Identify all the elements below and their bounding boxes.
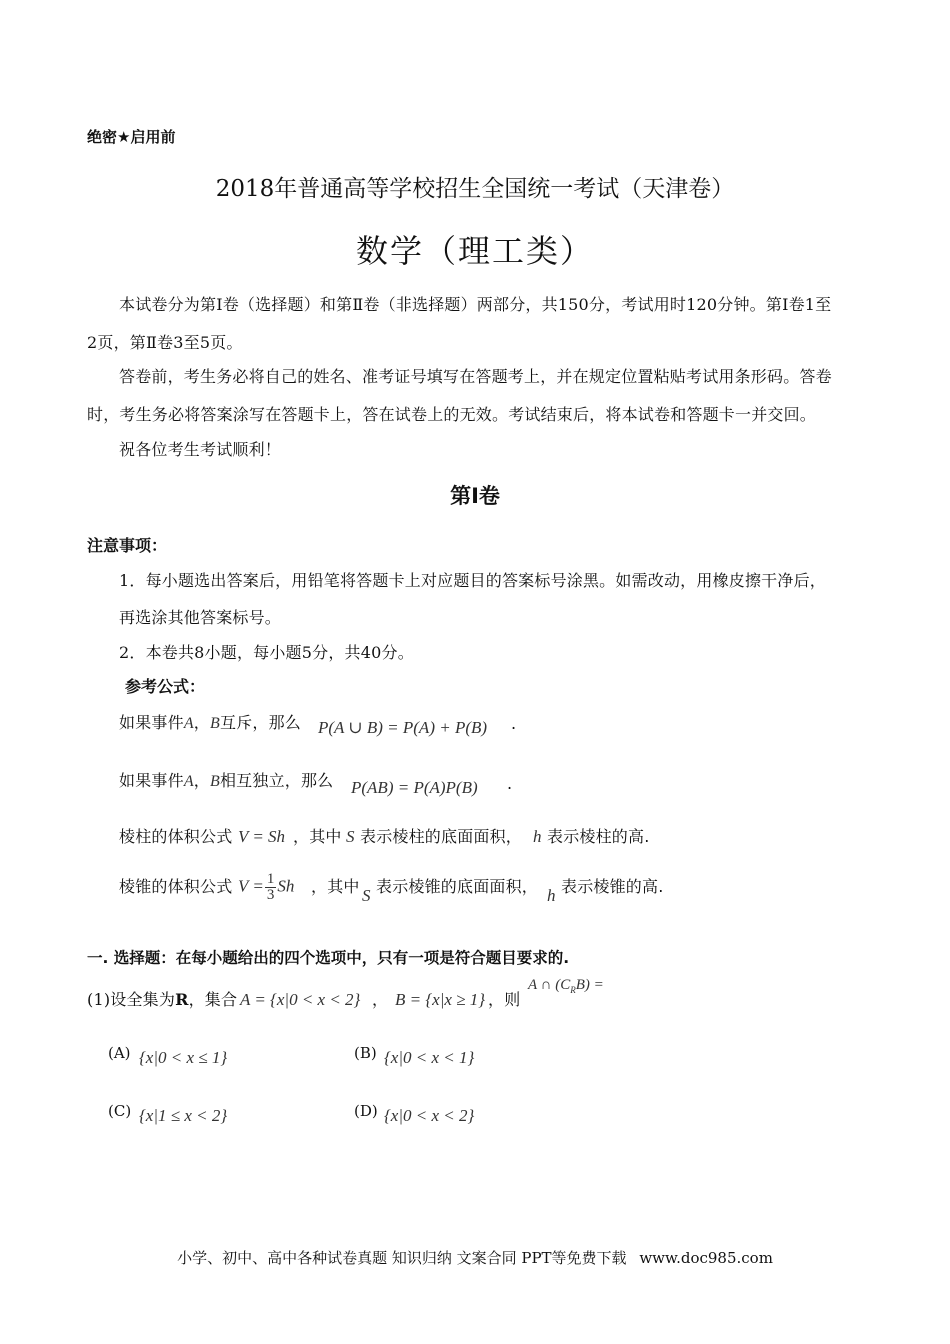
- formula-exclusive: [119, 710, 301, 733]
- question-1: [87, 987, 237, 1010]
- event-a: A: [183, 773, 194, 790]
- formula-v: V =: [238, 876, 264, 896]
- formula-text: 互斥，那么: [219, 713, 301, 732]
- expr-sub: R: [570, 985, 576, 995]
- formula-text: 如果事件: [119, 713, 184, 732]
- option-b-label: (B): [354, 1044, 377, 1062]
- formula-text: 相互独立，那么: [219, 771, 334, 790]
- fraction: [265, 872, 277, 903]
- variable-h: h: [533, 827, 542, 846]
- event-a: A: [183, 715, 194, 732]
- question-expr: [528, 977, 604, 995]
- fraction-denominator: 3: [266, 887, 275, 903]
- option-c-label: (C): [108, 1102, 132, 1120]
- option-d-value: {x|0 < x < 2}: [384, 1106, 475, 1125]
- section-title: 第Ⅰ卷: [450, 484, 500, 508]
- set-b: B = {x|x ≥ 1}: [395, 990, 486, 1009]
- formula-text: 表示棱柱的底面面积，: [360, 827, 523, 846]
- question-text: ，集合: [188, 990, 238, 1009]
- set-a: A = {x|0 < x < 2}: [240, 990, 361, 1009]
- instruction-line: 时，考生务必将答案涂写在答题卡上，答在试卷上的无效。考试结束后，将本试卷和答题卡一并交回。: [87, 405, 817, 424]
- formula-math: [238, 872, 294, 903]
- comma: ，: [372, 990, 389, 1009]
- option-a-label: (A): [108, 1044, 131, 1062]
- event-b: B: [210, 715, 220, 732]
- footer-text: 小学、初中、高中各种试卷真题 知识归纳 文案合同 PPT等免费下载: [177, 1249, 627, 1267]
- period: .: [507, 774, 513, 793]
- fraction-numerator: 1: [266, 871, 275, 887]
- formula-title: 参考公式：: [125, 677, 206, 696]
- note-line: 再选涂其他答案标号。: [119, 608, 282, 627]
- variable-h: h: [547, 886, 556, 905]
- variable-s: S: [362, 886, 371, 905]
- formula-math: V = Sh: [238, 827, 286, 846]
- part-title: 一. 选择题：在每小题给出的四个选项中，只有一项是符合题目要求的.: [87, 949, 570, 967]
- period: .: [511, 714, 517, 733]
- question-prefix: (1)设全集为: [87, 990, 176, 1009]
- exam-title: 2018年普通高等学校招生全国统一考试（天津卷）: [215, 176, 735, 202]
- variable-s: S: [346, 827, 355, 846]
- formula-text: 表示棱锥的高.: [561, 877, 664, 896]
- formula-text: 棱锥的体积公式: [119, 877, 233, 896]
- formula-text: ，其中: [311, 877, 360, 896]
- formula-text: 如果事件: [119, 771, 184, 790]
- notes-title: 注意事项：: [87, 536, 168, 555]
- option-d-label: (D): [354, 1102, 378, 1120]
- formula-math: P(AB) = P(A)P(B): [351, 778, 478, 797]
- footer-site[interactable]: www.doc985.com: [639, 1249, 773, 1267]
- formula-text: 表示棱柱的高.: [547, 827, 650, 846]
- formula-independent: [119, 768, 333, 791]
- set-r: R: [175, 990, 189, 1009]
- instruction-line: 2页，第Ⅱ卷3至5页。: [87, 333, 243, 352]
- expr-part: B) =: [575, 977, 604, 993]
- note-line: 2．本卷共8小题，每小题5分，共40分。: [119, 643, 414, 662]
- event-b: B: [210, 773, 220, 790]
- instruction-line: 本试卷分为第Ⅰ卷（选择题）和第Ⅱ卷（非选择题）两部分，共150分，考试用时120分钟。第Ⅰ卷1至: [119, 295, 832, 314]
- secret-label: 绝密★启用前: [87, 128, 176, 146]
- formula-math: P(A ∪ B) = P(A) + P(B): [318, 718, 488, 737]
- option-a-value: {x|0 < x ≤ 1}: [139, 1048, 228, 1067]
- formula-text: 棱柱的体积公式: [119, 827, 233, 846]
- note-line: 1．每小题选出答案后，用铅笔将答题卡上对应题目的答案标号涂黑。如需改动，用橡皮擦干净后，: [119, 571, 826, 590]
- option-b-value: {x|0 < x < 1}: [384, 1048, 475, 1067]
- option-c-value: {x|1 ≤ x < 2}: [139, 1106, 228, 1125]
- formula-sh: Sh: [277, 876, 295, 896]
- expr-part: A ∩ (C: [528, 977, 571, 993]
- comma: ，: [193, 713, 210, 732]
- formula-text: 表示棱锥的底面面积，: [376, 877, 539, 896]
- question-text: ，则: [488, 990, 521, 1009]
- instruction-line: 祝各位考生考试顺利！: [119, 440, 282, 459]
- comma: ，: [193, 771, 210, 790]
- instruction-line: 答卷前，考生务必将自己的姓名、准考证号填写在答题考上，并在规定位置粘贴考试用条形码。答卷: [119, 367, 832, 386]
- formula-text: ，其中: [293, 827, 342, 846]
- footer: [0, 1247, 950, 1268]
- subject-title: 数学（理工类）: [355, 232, 594, 270]
